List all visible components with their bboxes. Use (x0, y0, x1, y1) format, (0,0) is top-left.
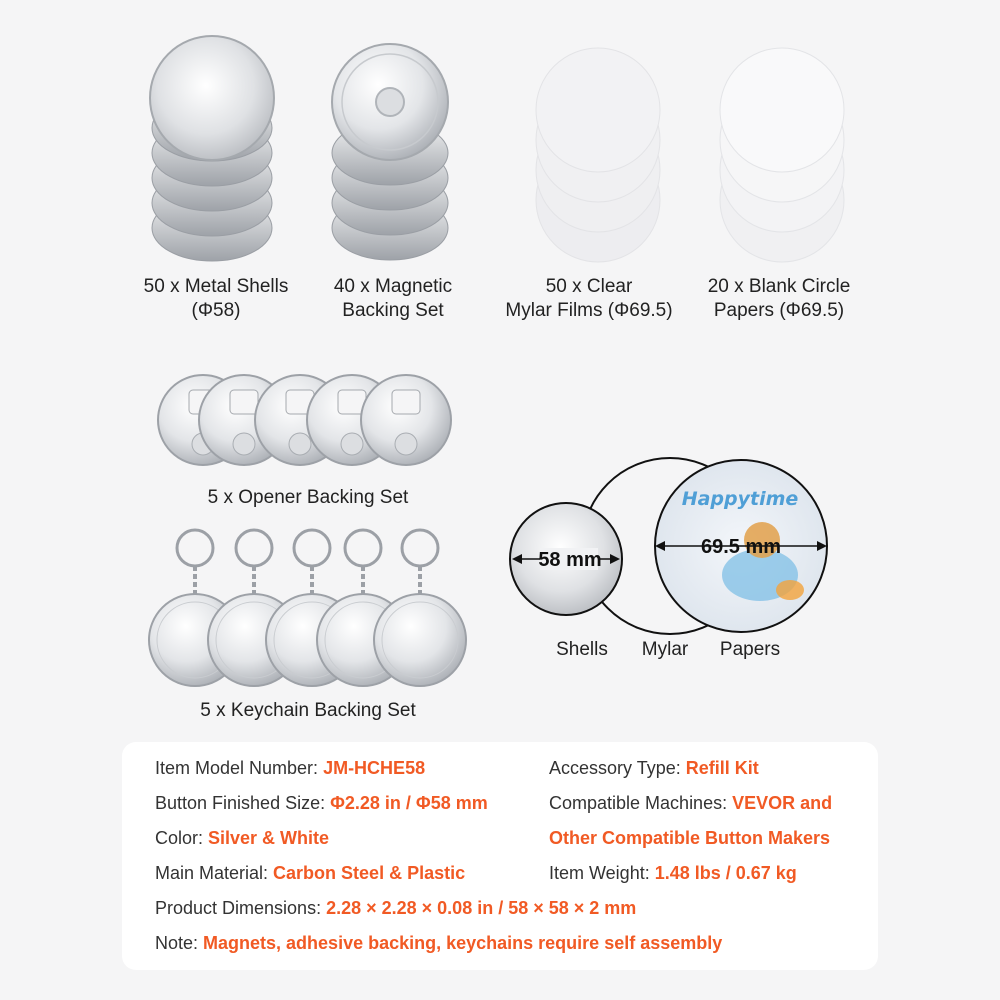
shell-size-label: 58 mm (538, 549, 602, 571)
spec-color: Color: Silver & White (155, 828, 330, 848)
svg-text:Happytime: Happytime (681, 488, 799, 510)
specifications-card (122, 742, 878, 970)
size-comparison-diagram (510, 458, 827, 634)
opener-backing-row (158, 375, 451, 465)
diagram-label-papers: Papers (719, 639, 781, 660)
spec-compatible-machines-cont: Other Compatible Button Makers (549, 828, 831, 848)
spec-product-dimensions: Product Dimensions: 2.28 × 2.28 × 0.08 in / 58 × 58 × 2 mm (155, 898, 637, 918)
metal-shells-label: 50 x Metal Shells (Φ58) (143, 276, 289, 321)
diagram-label-shells: Shells (556, 639, 608, 660)
spec-model-number: Item Model Number: JM-HCHE58 (155, 758, 426, 778)
paper-size-label: 69.5 mm (700, 536, 782, 558)
spec-note: Note: Magnets, adhesive backing, keychains require self assembly (155, 933, 723, 953)
spec-main-material: Main Material: Carbon Steel & Plastic (155, 863, 466, 883)
metal-shells-stack (150, 36, 274, 261)
mylar-films-stack (536, 48, 660, 262)
opener-backing-label: 5 x Opener Backing Set (207, 487, 409, 508)
magnetic-backing-stack (332, 44, 448, 260)
spec-accessory-type: Accessory Type: Refill Kit (549, 758, 759, 778)
blank-papers-label: 20 x Blank Circle Papers (Φ69.5) (707, 276, 851, 321)
keychain-backing-label: 5 x Keychain Backing Set (200, 700, 416, 721)
keychain-backing-row (149, 530, 466, 686)
spec-item-weight: Item Weight: 1.48 lbs / 0.67 kg (549, 863, 797, 883)
spec-compatible-machines: Compatible Machines: VEVOR and (549, 793, 833, 813)
diagram-label-mylar: Mylar (641, 639, 689, 660)
spec-finished-size: Button Finished Size: Φ2.28 in / Φ58 mm (155, 793, 488, 813)
blank-papers-stack (720, 48, 844, 262)
magnetic-backing-label: 40 x Magnetic Backing Set (333, 276, 453, 321)
mylar-films-label: 50 x Clear Mylar Films (Φ69.5) (505, 276, 673, 321)
